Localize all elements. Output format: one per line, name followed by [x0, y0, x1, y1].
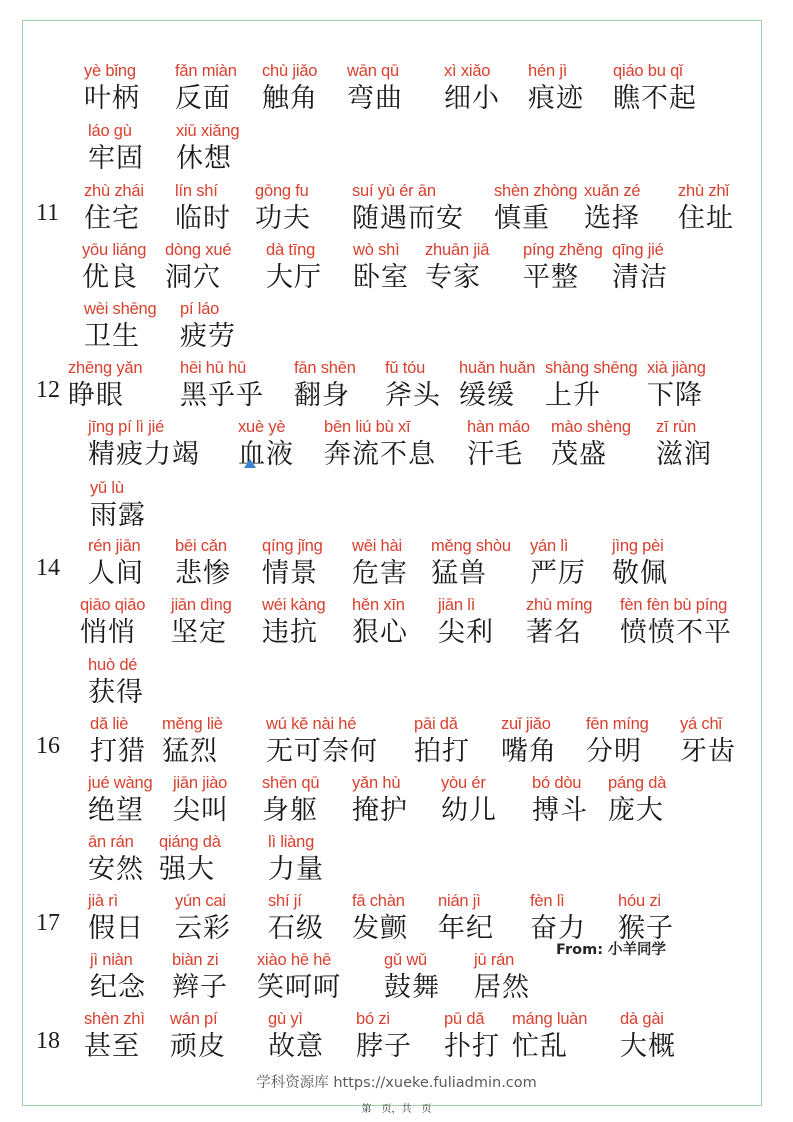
- pinyin-text: yán lì: [530, 537, 569, 555]
- lesson-number: 18: [36, 1028, 60, 1054]
- hanzi-text: 分明: [586, 736, 642, 767]
- pinyin-text: jiān dìng: [171, 596, 232, 614]
- hanzi-text: 猴子: [618, 913, 674, 944]
- vocab-word: [613, 60, 697, 116]
- pinyin-text: qiāo qiāo: [80, 596, 146, 614]
- pinyin-text: měng shòu: [431, 537, 511, 555]
- page-number: 第 页，共 页: [361, 1104, 432, 1115]
- vocab-word: [84, 60, 140, 116]
- author-note: From: 小羊同学: [556, 942, 667, 958]
- vocab-word: [612, 239, 668, 295]
- vocab-line: [0, 772, 793, 830]
- pinyin-text: hěn xīn: [352, 596, 405, 614]
- vocab-word: [647, 357, 706, 413]
- vocab-word: [414, 713, 470, 769]
- vocab-word: [612, 535, 668, 591]
- lesson-number: 16: [36, 733, 60, 759]
- hanzi-text: 情景: [262, 558, 318, 589]
- vocab-word: [262, 772, 319, 828]
- hanzi-text: 居然: [474, 972, 530, 1003]
- hanzi-text: 优良: [82, 262, 138, 293]
- pinyin-text: pāi dǎ: [414, 715, 458, 733]
- pinyin-text: zuǐ jiǎo: [501, 715, 551, 733]
- pinyin-text: wò shì: [353, 241, 400, 259]
- hanzi-text: 愤愤不平: [620, 617, 732, 648]
- vocab-line: [0, 416, 793, 474]
- hanzi-text: 睁眼: [68, 380, 124, 411]
- pinyin-text: shèn zhòng: [494, 182, 578, 200]
- vocab-word: [678, 180, 734, 236]
- pinyin-text: fā chàn: [352, 892, 405, 910]
- vocab-word: [352, 180, 464, 236]
- vocab-word: [80, 594, 145, 650]
- vocab-line: [0, 594, 793, 652]
- vocab-line: [0, 1008, 793, 1066]
- hanzi-text: 细小: [444, 83, 500, 114]
- hanzi-text: 人间: [88, 558, 144, 589]
- pinyin-text: máng luàn: [512, 1010, 588, 1028]
- pinyin-text: hén jì: [528, 62, 568, 80]
- hanzi-text: 搏斗: [532, 795, 588, 826]
- hanzi-text: 违抗: [262, 617, 318, 648]
- hanzi-text: 奋力: [530, 913, 586, 944]
- pinyin-text: jì niàn: [90, 951, 133, 969]
- pinyin-text: xiū xiǎng: [176, 122, 240, 140]
- vocab-word: [656, 416, 712, 472]
- pinyin-text: gǔ wǔ: [384, 951, 428, 969]
- pinyin-text: suí yù ér ān: [352, 182, 436, 200]
- pinyin-text: jiān jiào: [173, 774, 228, 792]
- vocab-word: [584, 180, 640, 236]
- blue-triangle-marker: [244, 459, 256, 468]
- hanzi-text: 狠心: [352, 617, 408, 648]
- vocab-word: [532, 772, 588, 828]
- vocab-word: [352, 890, 408, 946]
- hanzi-text: 纪念: [90, 972, 146, 1003]
- pinyin-text: wèi shēng: [84, 300, 157, 318]
- vocab-word: [438, 594, 494, 650]
- hanzi-text: 辫子: [172, 972, 228, 1003]
- hanzi-text: 雨露: [90, 500, 146, 531]
- hanzi-text: 庞大: [608, 795, 664, 826]
- hanzi-text: 触角: [262, 83, 318, 114]
- hanzi-text: 顽皮: [170, 1031, 226, 1062]
- pinyin-text: měng liè: [162, 715, 223, 733]
- hanzi-text: 下降: [647, 380, 703, 411]
- vocab-line: [0, 890, 793, 948]
- vocab-word: [84, 180, 144, 236]
- hanzi-text: 无可奈何: [266, 736, 378, 767]
- hanzi-text: 年纪: [438, 913, 494, 944]
- pinyin-text: shèn zhì: [84, 1010, 145, 1028]
- pinyin-text: shēn qū: [262, 774, 320, 792]
- hanzi-text: 血液: [238, 439, 294, 470]
- pinyin-text: zhù zhái: [84, 182, 144, 200]
- pinyin-text: shàng shēng: [545, 359, 638, 377]
- vocab-word: [352, 535, 408, 591]
- vocab-word: [384, 949, 440, 1005]
- pinyin-text: píng zhěng: [523, 241, 603, 259]
- hanzi-text: 专家: [425, 262, 481, 293]
- vocab-word: [170, 1008, 226, 1064]
- hanzi-text: 痕迹: [528, 83, 584, 114]
- vocab-word: [176, 120, 239, 176]
- vocab-word: [165, 239, 231, 295]
- hanzi-text: 脖子: [356, 1031, 412, 1062]
- hanzi-text: 卫生: [84, 321, 140, 352]
- pinyin-text: wān qū: [347, 62, 400, 80]
- pinyin-text: huò dé: [88, 656, 138, 674]
- hanzi-text: 慎重: [494, 203, 550, 234]
- pinyin-text: gù yì: [268, 1010, 303, 1028]
- pinyin-text: zhuān jiā: [425, 241, 490, 259]
- pinyin-text: lín shí: [175, 182, 218, 200]
- vocab-line: [0, 180, 793, 238]
- pinyin-text: biàn zi: [172, 951, 219, 969]
- hanzi-text: 上升: [545, 380, 601, 411]
- pinyin-text: zī rùn: [656, 418, 697, 436]
- hanzi-text: 力量: [268, 854, 324, 885]
- pinyin-text: jué wàng: [88, 774, 153, 792]
- hanzi-text: 假日: [88, 913, 144, 944]
- hanzi-text: 尖叫: [173, 795, 229, 826]
- hanzi-text: 翻身: [294, 380, 350, 411]
- pinyin-text: xì xiǎo: [444, 62, 491, 80]
- pinyin-text: nián jì: [438, 892, 481, 910]
- hanzi-text: 选择: [584, 203, 640, 234]
- hanzi-text: 猛兽: [431, 558, 487, 589]
- pinyin-text: zhù zhǐ: [678, 182, 729, 200]
- hanzi-text: 掩护: [352, 795, 408, 826]
- hanzi-text: 清洁: [612, 262, 668, 293]
- vocab-word: [90, 949, 146, 1005]
- vocab-line: [0, 298, 793, 356]
- vocab-word: [444, 1008, 500, 1064]
- vocab-word: [255, 180, 311, 236]
- vocab-word: [551, 416, 631, 472]
- hanzi-text: 笑呵呵: [257, 972, 341, 1003]
- vocab-word: [620, 1008, 676, 1064]
- pinyin-text: hàn máo: [467, 418, 530, 436]
- hanzi-text: 敬佩: [612, 558, 668, 589]
- pinyin-text: wēi hài: [352, 537, 402, 555]
- hanzi-text: 大厅: [266, 262, 322, 293]
- vocab-line: [0, 239, 793, 297]
- pinyin-text: qiáng dà: [159, 833, 221, 851]
- vocab-word: [512, 1008, 587, 1064]
- vocab-word: [173, 772, 229, 828]
- vocab-word: [356, 1008, 412, 1064]
- vocab-line: [0, 831, 793, 889]
- pinyin-text: dòng xué: [165, 241, 232, 259]
- hanzi-text: 悲惨: [175, 558, 231, 589]
- pinyin-text: qiáo bu qǐ: [613, 62, 683, 80]
- pinyin-text: lì liàng: [268, 833, 315, 851]
- hanzi-text: 甚至: [84, 1031, 140, 1062]
- hanzi-text: 汗毛: [467, 439, 523, 470]
- pinyin-text: ān rán: [88, 833, 134, 851]
- vocab-word: [262, 535, 323, 591]
- pinyin-text: jīng pí lì jié: [88, 418, 165, 436]
- hanzi-text: 功夫: [255, 203, 311, 234]
- vocab-word: [90, 477, 146, 533]
- pinyin-text: fèn lì: [530, 892, 565, 910]
- pinyin-text: xuè yè: [238, 418, 286, 436]
- hanzi-text: 著名: [526, 617, 582, 648]
- hanzi-text: 坚定: [171, 617, 227, 648]
- vocab-word: [352, 594, 408, 650]
- pinyin-text: rén jiān: [88, 537, 141, 555]
- vocab-word: [90, 713, 146, 769]
- vocab-word: [474, 949, 530, 1005]
- hanzi-text: 扑打: [444, 1031, 500, 1062]
- vocab-word: [88, 120, 144, 176]
- hanzi-text: 叶柄: [84, 83, 140, 114]
- pinyin-text: xiào hē hē: [257, 951, 332, 969]
- hanzi-text: 身躯: [262, 795, 318, 826]
- vocab-word: [159, 831, 221, 887]
- hanzi-text: 牙齿: [680, 736, 736, 767]
- pinyin-text: fǔ tóu: [385, 359, 426, 377]
- pinyin-text: láo gù: [88, 122, 132, 140]
- vocab-word: [266, 239, 322, 295]
- hanzi-text: 严厉: [530, 558, 586, 589]
- pinyin-text: yún cai: [175, 892, 226, 910]
- vocab-word: [444, 60, 500, 116]
- vocab-word: [88, 890, 144, 946]
- footer-source: 学科资源库 https://xueke.fuliadmin.com: [256, 1075, 537, 1091]
- pinyin-text: jìng pèi: [612, 537, 664, 555]
- vocab-word: [88, 831, 144, 887]
- vocab-line: [0, 60, 793, 118]
- hanzi-text: 卧室: [353, 262, 409, 293]
- hanzi-text: 大概: [620, 1031, 676, 1062]
- pinyin-text: yǔ lù: [90, 479, 124, 497]
- vocab-word: [84, 1008, 145, 1064]
- vocab-line: [0, 654, 793, 712]
- pinyin-text: bó dòu: [532, 774, 582, 792]
- vocab-word: [84, 298, 157, 354]
- hanzi-text: 随遇而安: [352, 203, 464, 234]
- pinyin-text: wú kě nài hé: [266, 715, 357, 733]
- vocab-word: [347, 60, 403, 116]
- hanzi-text: 缓缓: [459, 380, 515, 411]
- hanzi-text: 强大: [159, 854, 215, 885]
- pinyin-text: fān shēn: [294, 359, 356, 377]
- vocab-word: [294, 357, 356, 413]
- hanzi-text: 平整: [523, 262, 579, 293]
- hanzi-text: 住址: [678, 203, 734, 234]
- hanzi-text: 黑乎乎: [180, 380, 264, 411]
- hanzi-text: 疲劳: [180, 321, 236, 352]
- vocab-word: [172, 949, 228, 1005]
- pinyin-text: fēn míng: [586, 715, 649, 733]
- pinyin-text: chù jiǎo: [262, 62, 318, 80]
- hanzi-text: 危害: [352, 558, 408, 589]
- hanzi-text: 洞穴: [165, 262, 221, 293]
- hanzi-text: 安然: [88, 854, 144, 885]
- pinyin-text: páng dà: [608, 774, 667, 792]
- vocab-word: [385, 357, 441, 413]
- vocab-word: [523, 239, 603, 295]
- vocab-word: [438, 890, 494, 946]
- hanzi-text: 拍打: [414, 736, 470, 767]
- vocab-line: [0, 120, 793, 178]
- hanzi-text: 石级: [268, 913, 324, 944]
- hanzi-text: 忙乱: [512, 1031, 568, 1062]
- vocab-word: [68, 357, 142, 413]
- vocab-word: [257, 949, 341, 1005]
- hanzi-text: 鼓舞: [384, 972, 440, 1003]
- pinyin-text: yòu ér: [441, 774, 486, 792]
- pinyin-text: dà tīng: [266, 241, 316, 259]
- vocab-line: [0, 357, 793, 415]
- pinyin-text: huǎn huǎn: [459, 359, 536, 377]
- vocab-word: [82, 239, 146, 295]
- vocab-word: [441, 772, 497, 828]
- hanzi-text: 斧头: [385, 380, 441, 411]
- pinyin-text: bó zi: [356, 1010, 390, 1028]
- vocab-word: [530, 535, 586, 591]
- lesson-number: 12: [36, 377, 60, 403]
- pinyin-text: wéi kàng: [262, 596, 326, 614]
- vocab-word: [353, 239, 409, 295]
- pinyin-text: bēn liú bù xī: [324, 418, 411, 436]
- vocab-word: [501, 713, 557, 769]
- vocab-word: [431, 535, 511, 591]
- vocab-word: [175, 180, 231, 236]
- vocab-word: [425, 239, 489, 295]
- pinyin-text: zhù míng: [526, 596, 593, 614]
- pinyin-text: jiān lì: [438, 596, 476, 614]
- pinyin-text: jià rì: [88, 892, 118, 910]
- pinyin-text: pí láo: [180, 300, 220, 318]
- pinyin-text: qīng jié: [612, 241, 664, 259]
- vocab-word: [262, 594, 326, 650]
- hanzi-text: 嘴角: [501, 736, 557, 767]
- pinyin-text: jū rán: [474, 951, 515, 969]
- hanzi-text: 绝望: [88, 795, 144, 826]
- vocab-word: [324, 416, 436, 472]
- hanzi-text: 尖利: [438, 617, 494, 648]
- pinyin-text: shí jí: [268, 892, 302, 910]
- hanzi-text: 打猎: [90, 736, 146, 767]
- pinyin-text: hóu zi: [618, 892, 661, 910]
- hanzi-text: 瞧不起: [613, 83, 697, 114]
- pinyin-text: xuǎn zé: [584, 182, 641, 200]
- vocab-word: [268, 831, 324, 887]
- pinyin-text: zhēng yǎn: [68, 359, 143, 377]
- hanzi-text: 奔流不息: [324, 439, 436, 470]
- vocab-word: [680, 713, 736, 769]
- vocab-word: [180, 357, 264, 413]
- hanzi-text: 茂盛: [551, 439, 607, 470]
- vocab-word: [608, 772, 666, 828]
- vocab-line: [0, 535, 793, 593]
- vocab-word: [545, 357, 637, 413]
- hanzi-text: 幼儿: [441, 795, 497, 826]
- pinyin-text: dǎ liè: [90, 715, 129, 733]
- pinyin-text: yǎn hù: [352, 774, 401, 792]
- vocab-word: [162, 713, 223, 769]
- hanzi-text: 获得: [88, 677, 144, 708]
- hanzi-text: 牢固: [88, 143, 144, 174]
- vocab-word: [175, 890, 231, 946]
- hanzi-text: 悄悄: [80, 617, 136, 648]
- vocab-word: [586, 713, 649, 769]
- hanzi-text: 故意: [268, 1031, 324, 1062]
- vocab-line: [0, 477, 793, 535]
- pinyin-text: mào shèng: [551, 418, 631, 436]
- vocab-word: [459, 357, 535, 413]
- hanzi-text: 精疲力竭: [88, 439, 200, 470]
- hanzi-text: 滋润: [656, 439, 712, 470]
- pinyin-text: pū dǎ: [444, 1010, 485, 1028]
- vocab-word: [88, 654, 144, 710]
- vocab-word: [88, 772, 152, 828]
- pinyin-text: yá chǐ: [680, 715, 722, 733]
- vocab-line: [0, 949, 793, 1007]
- hanzi-text: 临时: [175, 203, 231, 234]
- vocab-word: [268, 1008, 324, 1064]
- pinyin-text: yè bǐng: [84, 62, 136, 80]
- pinyin-text: gōng fu: [255, 182, 309, 200]
- vocab-word: [262, 60, 318, 116]
- pinyin-text: hēi hū hū: [180, 359, 247, 377]
- vocab-word: [528, 60, 584, 116]
- vocab-word: [268, 890, 324, 946]
- hanzi-text: 猛烈: [162, 736, 218, 767]
- pinyin-text: dà gài: [620, 1010, 664, 1028]
- vocab-word: [526, 594, 592, 650]
- pinyin-text: qíng jǐng: [262, 537, 323, 555]
- hanzi-text: 休想: [176, 143, 232, 174]
- hanzi-text: 弯曲: [347, 83, 403, 114]
- vocab-word: [352, 772, 408, 828]
- pinyin-text: yōu liáng: [82, 241, 147, 259]
- pinyin-text: xià jiàng: [647, 359, 706, 377]
- hanzi-text: 住宅: [84, 203, 140, 234]
- vocab-word: [88, 416, 200, 472]
- hanzi-text: 反面: [175, 83, 231, 114]
- pinyin-text: fèn fèn bù píng: [620, 596, 728, 614]
- vocab-word: [88, 535, 144, 591]
- pinyin-text: wán pí: [170, 1010, 218, 1028]
- pinyin-text: bēi cǎn: [175, 537, 227, 555]
- hanzi-text: 云彩: [175, 913, 231, 944]
- vocab-word: [467, 416, 530, 472]
- vocab-word: [620, 594, 732, 650]
- lesson-number: 14: [36, 555, 60, 581]
- vocab-word: [175, 535, 231, 591]
- lesson-number: 17: [36, 910, 60, 936]
- vocab-line: [0, 713, 793, 771]
- lesson-number: 11: [36, 200, 60, 226]
- vocab-word: [171, 594, 232, 650]
- vocab-word: [266, 713, 378, 769]
- hanzi-text: 发颤: [352, 913, 408, 944]
- pinyin-text: fǎn miàn: [175, 62, 237, 80]
- vocab-word: [180, 298, 236, 354]
- vocab-word: [175, 60, 237, 116]
- vocab-word: [494, 180, 577, 236]
